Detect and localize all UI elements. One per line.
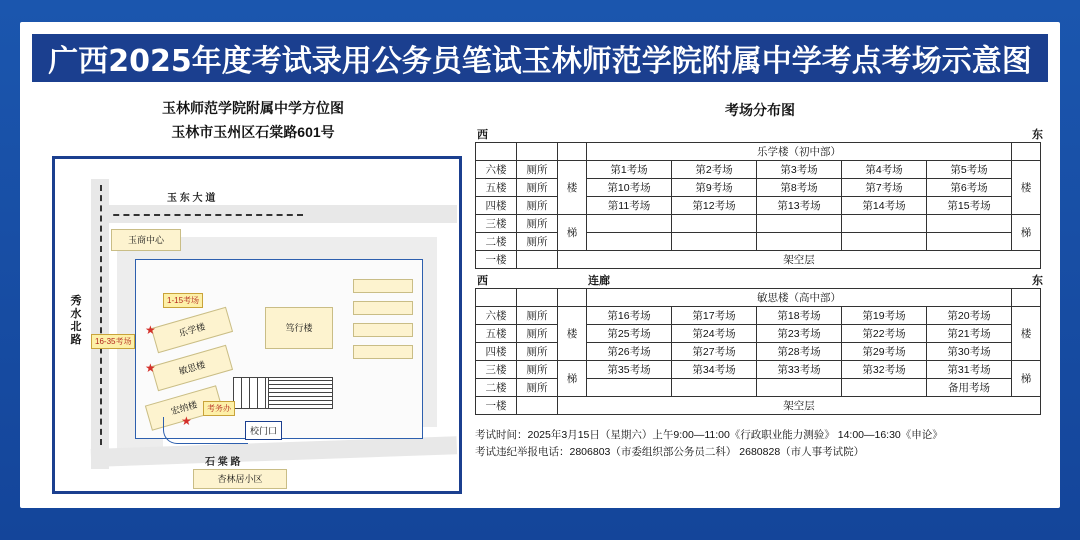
table-row — [476, 251, 1041, 269]
stair-left-label: 楼 — [558, 161, 587, 215]
room-cell: 第6考场 — [927, 179, 1012, 197]
building-duxing: 笃行楼 — [265, 307, 333, 349]
stair-right-label: 楼 — [1012, 307, 1041, 361]
stair-left-label-2: 梯 — [558, 361, 587, 397]
room-cell: 第17考场 — [672, 307, 757, 325]
room-cell: 第13考场 — [757, 197, 842, 215]
table-row — [476, 161, 1041, 179]
floor-label: 二楼 — [476, 233, 517, 251]
cell-blank-wc — [517, 143, 558, 161]
block2-title: 敏思楼（高中部） — [587, 289, 1012, 307]
school-gate: 校门口 — [245, 421, 282, 440]
room-cell — [757, 215, 842, 233]
tag-rooms-16-35: 16-35考场 — [91, 334, 135, 349]
room-cell: 第5考场 — [927, 161, 1012, 179]
road-bottom-label: 石 棠 路 — [205, 457, 241, 468]
room-cell: 第12考场 — [672, 197, 757, 215]
direction-west-1: 西 — [477, 129, 488, 141]
campus-strip-4 — [353, 345, 413, 359]
room-cell — [587, 215, 672, 233]
room-cell — [587, 233, 672, 251]
floor-label: 六楼 — [476, 161, 517, 179]
campus-strip-2 — [353, 301, 413, 315]
campus-map — [52, 156, 462, 494]
road-left-dash — [100, 185, 102, 445]
seat-table-minsi — [475, 288, 1041, 415]
room-cell: 第29考场 — [842, 343, 927, 361]
wc-label: 厕所 — [517, 179, 558, 197]
star-icon-lexue: ★ — [145, 323, 156, 337]
block1-title: 乐学楼（初中部） — [587, 143, 1012, 161]
stair-right-label-2: 梯 — [1012, 215, 1041, 251]
room-cell: 第31考场 — [927, 361, 1012, 379]
tag-rooms-1-15: 1-15考场 — [163, 293, 203, 308]
direction-west-2: 西 — [477, 275, 488, 287]
road-top-label: 玉 东 大 道 — [167, 193, 216, 204]
table-row — [476, 307, 1041, 325]
cell-blank-stair-left — [558, 289, 587, 307]
campus-strip-3 — [353, 323, 413, 337]
room-cell — [672, 215, 757, 233]
room-cell: 第19考场 — [842, 307, 927, 325]
direction-east-2: 东 — [1032, 275, 1043, 287]
seat-heading: 考场分布图 — [725, 102, 795, 118]
wc-label: 厕所 — [517, 233, 558, 251]
road-top-dash — [103, 214, 303, 216]
room-cell — [842, 379, 927, 397]
road-left-label-text: 秀 水 北 路 — [70, 295, 82, 346]
room-cell: 第11考场 — [587, 197, 672, 215]
room-cell — [842, 233, 927, 251]
open-floor-label: 架空层 — [558, 397, 1041, 415]
wc-label — [517, 251, 558, 269]
wc-label: 厕所 — [517, 379, 558, 397]
room-cell: 第8考场 — [757, 179, 842, 197]
floor-label: 四楼 — [476, 343, 517, 361]
room-cell: 第25考场 — [587, 325, 672, 343]
cell-blank-wc — [517, 289, 558, 307]
exam-office-tag: 考务办 — [203, 401, 235, 416]
wc-label: 厕所 — [517, 325, 558, 343]
room-cell: 第1考场 — [587, 161, 672, 179]
room-cell — [927, 233, 1012, 251]
room-cell: 第4考场 — [842, 161, 927, 179]
table-row-header — [476, 143, 1041, 161]
stair-right-label-2: 梯 — [1012, 361, 1041, 397]
cell-blank-floor — [476, 289, 517, 307]
floor-label: 五楼 — [476, 179, 517, 197]
location-map-section — [38, 94, 468, 494]
room-cell — [672, 233, 757, 251]
poi-xinglin-community: 杏林居小区 — [193, 469, 287, 489]
floor-label: 三楼 — [476, 215, 517, 233]
floor-label: 六楼 — [476, 307, 517, 325]
floor-label: 二楼 — [476, 379, 517, 397]
room-cell: 第32考场 — [842, 361, 927, 379]
playground-hatch-vertical — [233, 377, 269, 409]
room-cell — [757, 379, 842, 397]
room-cell: 第2考场 — [672, 161, 757, 179]
corridor-row — [475, 272, 1045, 288]
floor-label: 三楼 — [476, 361, 517, 379]
star-icon-hongna: ★ — [181, 414, 192, 428]
note-exam-time: 考试时间：2025年3月15日（星期六）上午9:00—11:00《行政职业能力测验》 14:00—16:30《申论》 — [475, 429, 943, 441]
wc-label — [517, 397, 558, 415]
room-cell: 第30考场 — [927, 343, 1012, 361]
corridor-label: 连廊 — [588, 275, 610, 287]
note-report-phone: 考试违纪举报电话：2806803（市委组织部公务员二科） 2680828（市人事考试院） — [475, 446, 865, 458]
seat-distribution-section — [475, 94, 1045, 494]
cell-blank-floor — [476, 143, 517, 161]
wc-label: 厕所 — [517, 307, 558, 325]
road-left-label — [69, 295, 83, 347]
page-title: 广西2025年度考试录用公务员笔试玉林师范学院附属中学考点考场示意图 — [48, 44, 1032, 79]
stair-left-label: 楼 — [558, 307, 587, 361]
stair-left-label-2: 梯 — [558, 215, 587, 251]
table-row — [476, 361, 1041, 379]
campus-strip-1 — [353, 279, 413, 293]
room-cell — [842, 215, 927, 233]
floor-label: 五楼 — [476, 325, 517, 343]
room-cell: 第28考场 — [757, 343, 842, 361]
room-cell: 第23考场 — [757, 325, 842, 343]
floor-label: 一楼 — [476, 251, 517, 269]
room-cell: 第21考场 — [927, 325, 1012, 343]
room-cell: 第26考场 — [587, 343, 672, 361]
room-cell — [587, 379, 672, 397]
room-cell: 第7考场 — [842, 179, 927, 197]
room-cell: 第34考场 — [672, 361, 757, 379]
table-row — [476, 397, 1041, 415]
room-cell: 第35考场 — [587, 361, 672, 379]
building-hongna-label: 宏纳楼 — [169, 398, 199, 417]
room-cell: 备用考场 — [927, 379, 1012, 397]
room-cell — [757, 233, 842, 251]
notes-block — [475, 427, 1045, 461]
room-cell: 第22考场 — [842, 325, 927, 343]
room-cell: 第10考场 — [587, 179, 672, 197]
wc-label: 厕所 — [517, 215, 558, 233]
map-heading-line2: 玉林市玉州区石棠路601号 — [171, 124, 335, 140]
cell-blank-stair-left — [558, 143, 587, 161]
room-cell — [672, 379, 757, 397]
room-cell — [927, 215, 1012, 233]
gate-path — [163, 414, 248, 444]
room-cell: 第9考场 — [672, 179, 757, 197]
building-lexue-label: 乐学楼 — [177, 320, 207, 339]
room-cell: 第27考场 — [672, 343, 757, 361]
floor-label: 一楼 — [476, 397, 517, 415]
direction-row-block1 — [475, 126, 1045, 142]
wc-label: 厕所 — [517, 161, 558, 179]
floor-label: 四楼 — [476, 197, 517, 215]
room-cell: 第14考场 — [842, 197, 927, 215]
star-icon-minsi: ★ — [145, 361, 156, 375]
room-cell: 第15考场 — [927, 197, 1012, 215]
room-cell: 第3考场 — [757, 161, 842, 179]
table-row — [476, 215, 1041, 233]
map-canvas — [55, 159, 459, 491]
map-heading-line1: 玉林师范学院附属中学方位图 — [162, 100, 344, 116]
wc-label: 厕所 — [517, 197, 558, 215]
room-cell: 第20考场 — [927, 307, 1012, 325]
table-row-header — [476, 289, 1041, 307]
cell-blank-stair-right — [1012, 289, 1041, 307]
direction-east-1: 东 — [1032, 129, 1043, 141]
poi-yushang-center: 玉商中心 — [111, 229, 181, 251]
room-cell: 第33考场 — [757, 361, 842, 379]
building-minsi-label: 敏思楼 — [177, 358, 207, 377]
wc-label: 厕所 — [517, 361, 558, 379]
open-floor-label: 架空层 — [558, 251, 1041, 269]
room-cell: 第18考场 — [757, 307, 842, 325]
title-bar — [32, 34, 1048, 82]
room-cell: 第16考场 — [587, 307, 672, 325]
cell-blank-stair-right — [1012, 143, 1041, 161]
main-panel — [20, 22, 1060, 508]
wc-label: 厕所 — [517, 343, 558, 361]
room-cell: 第24考场 — [672, 325, 757, 343]
stair-right-label: 楼 — [1012, 161, 1041, 215]
seat-table-lexue — [475, 142, 1041, 269]
